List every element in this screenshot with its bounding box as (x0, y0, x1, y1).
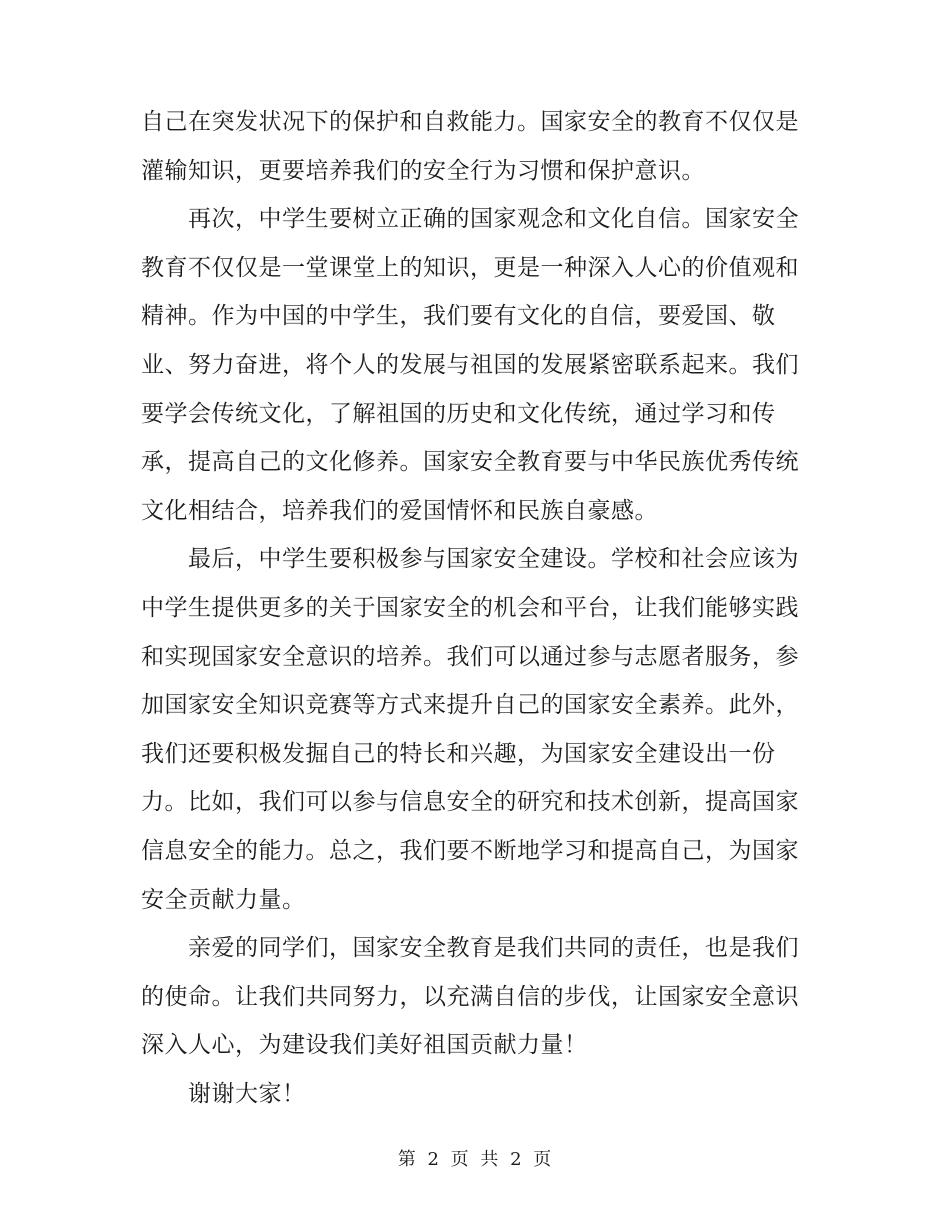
footer-prefix: 第 (397, 1149, 417, 1170)
text-line: 文化相结合，培养我们的爱国情怀和民族自豪感。 (141, 497, 658, 524)
text-line: 安全贡献力量。 (141, 886, 306, 913)
text-line: 灌输知识，更要培养我们的安全行为习惯和保护意识。 (141, 157, 705, 184)
text-line: 谢谢大家！ (188, 1080, 306, 1107)
text-line: 深入人心，为建设我们美好祖国贡献力量！ (141, 1032, 588, 1059)
page-footer (0, 1146, 950, 1174)
text-line: 要学会传统文化，了解祖国的历史和文化传统，通过学习和传 (141, 400, 776, 427)
text-line: 再次，中学生要树立正确的国家观念和文化自信。国家安全 (188, 206, 799, 233)
footer-page-word: 页 (450, 1149, 470, 1170)
footer-total-pages: 2 (510, 1149, 523, 1170)
text-line: 承，提高自己的文化修养。国家安全教育要与中华民族优秀传统 (141, 449, 799, 476)
footer-suffix: 页 (533, 1149, 553, 1170)
text-line: 加国家安全知识竞赛等方式来提升自己的国家安全素养。此外， (141, 692, 799, 719)
footer-total-word: 共 (480, 1149, 500, 1170)
text-line: 力。比如，我们可以参与信息安全的研究和技术创新，提高国家 (141, 789, 799, 816)
text-line: 业、努力奋进，将个人的发展与祖国的发展紧密联系起来。我们 (141, 351, 799, 378)
text-line: 亲爱的同学们，国家安全教育是我们共同的责任，也是我们 (188, 935, 799, 962)
text-line: 精神。作为中国的中学生，我们要有文化的自信，要爱国、敬 (141, 303, 776, 330)
text-line: 最后，中学生要积极参与国家安全建设。学校和社会应该为 (188, 546, 799, 573)
text-line: 教育不仅仅是一堂课堂上的知识，更是一种深入人心的价值观和 (141, 254, 799, 281)
text-line: 中学生提供更多的关于国家安全的机会和平台，让我们能够实践 (141, 594, 799, 621)
footer-current-page: 2 (427, 1149, 440, 1170)
text-line: 和实现国家安全意识的培养。我们可以通过参与志愿者服务，参 (141, 643, 799, 670)
text-line: 自己在突发状况下的保护和自救能力。国家安全的教育不仅仅是 (141, 109, 799, 135)
text-line: 信息安全的能力。总之，我们要不断地学习和提高自己，为国家 (141, 837, 799, 864)
body-text (141, 98, 801, 1118)
text-line: 的使命。让我们共同努力，以充满自信的步伐，让国家安全意识 (141, 983, 799, 1010)
text-line: 我们还要积极发掘自己的特长和兴趣，为国家安全建设出一份 (141, 740, 776, 767)
